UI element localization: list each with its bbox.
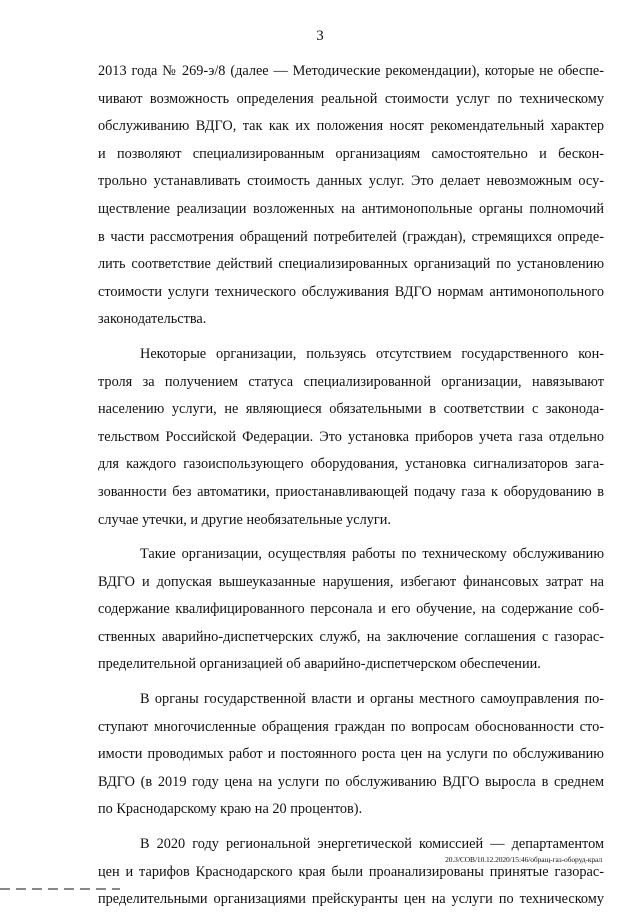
text-line: цен и тарифов Краснодарского края были проанализированы принятые газорас-: [98, 863, 604, 880]
paragraph: [98, 686, 604, 824]
paragraph-gap: [98, 679, 604, 686]
document-body: [98, 58, 604, 914]
text-line: по Краснодарскому краю на 20 процентов).: [98, 801, 363, 818]
text-line: Некоторые организации, пользуясь отсутствием государственного кон-: [140, 345, 604, 362]
text-line: лить соответствие действий специализированных организаций по установлению: [98, 256, 604, 273]
text-line: пределительными организациями прейскуранты цен на услуги по техническому: [98, 891, 604, 908]
text-line: трольно устанавливать стоимость данных услуг. Это делает невозможным осу-: [98, 173, 604, 190]
text-line: 2013 года № 269-э/8 (далее — Методические рекомендации), которые не обеспе-: [98, 63, 604, 79]
text-line: ществление реализации возложенных на антимонопольные органы полномочий: [98, 200, 604, 217]
paragraph: [98, 831, 604, 914]
text-line: обслуживанию ВДГО, так как их положения носят рекомендательный характер: [98, 118, 604, 135]
text-line: для каждого газоиспользующего оборудования, установка сигнализаторов зага-: [98, 456, 604, 473]
text-line: содержание квалифицированного персонала и его обучение, на содержание соб-: [98, 601, 604, 618]
text-line: чивают возможность определения реальной стоимости услуг по техническому: [98, 90, 604, 107]
text-line: законодательства.: [98, 311, 207, 328]
text-line: ступают многочисленные обращения граждан по вопросам обоснованности сто-: [98, 718, 604, 735]
paragraph: [98, 341, 604, 534]
text-line: в части рассмотрения обращений потребителей (граждан), стремящихся опреде-: [98, 228, 604, 245]
text-line: и позволяют специализированным организациям самостоятельно и бескон-: [98, 145, 604, 162]
text-line: стоимости услуги технического обслуживания ВДГО нормам антимонопольного: [98, 283, 604, 300]
text-line: зованности без автоматики, приостанавливающей подачу газа к оборудованию в: [98, 483, 604, 500]
text-line: имости проводимых работ и постоянного роста цен на услуги по обслуживанию: [98, 746, 604, 763]
page-number: 3: [316, 28, 324, 44]
paragraph: [98, 541, 604, 679]
text-line: пределительной организацией об аварийно-диспетчерском обеспечении.: [98, 656, 541, 673]
paragraph-gap: [98, 334, 604, 341]
text-line: ственных аварийно-диспетчерских служб, на заключение соглашения с газорас-: [98, 628, 604, 645]
text-line: ВДГО (в 2019 году цена на услуги по обслуживанию ВДГО выросла в среднем: [98, 773, 604, 790]
paragraph: [98, 58, 604, 334]
text-line: троля за получением статуса специализированной организации, навязывают: [98, 373, 604, 390]
document-footer-code: 20.3/СОВ/10.12.2020/15:46/обращ-газ-оборуд-крал: [445, 855, 602, 864]
text-line: тельством Российской Федерации. Это установка приборов учета газа отдельно: [98, 428, 604, 445]
scan-artifact-line: [0, 888, 120, 890]
text-line: населению услуги, не являющиеся обязательными в соответствии с законода-: [98, 401, 604, 418]
text-line: ВДГО и допуская вышеуказанные нарушения, избегают финансовых затрат на: [98, 573, 604, 590]
paragraph-gap: [98, 534, 604, 541]
text-line: В 2020 году региональной энергетической комиссией — департаментом: [140, 836, 604, 853]
text-line: случае утечки, и другие необязательные услуги.: [98, 511, 392, 528]
text-line: В органы государственной власти и органы местного самоуправления по-: [140, 691, 604, 708]
text-line: Такие организации, осуществляя работы по техническому обслуживанию: [140, 546, 604, 563]
paragraph-gap: [98, 824, 604, 831]
